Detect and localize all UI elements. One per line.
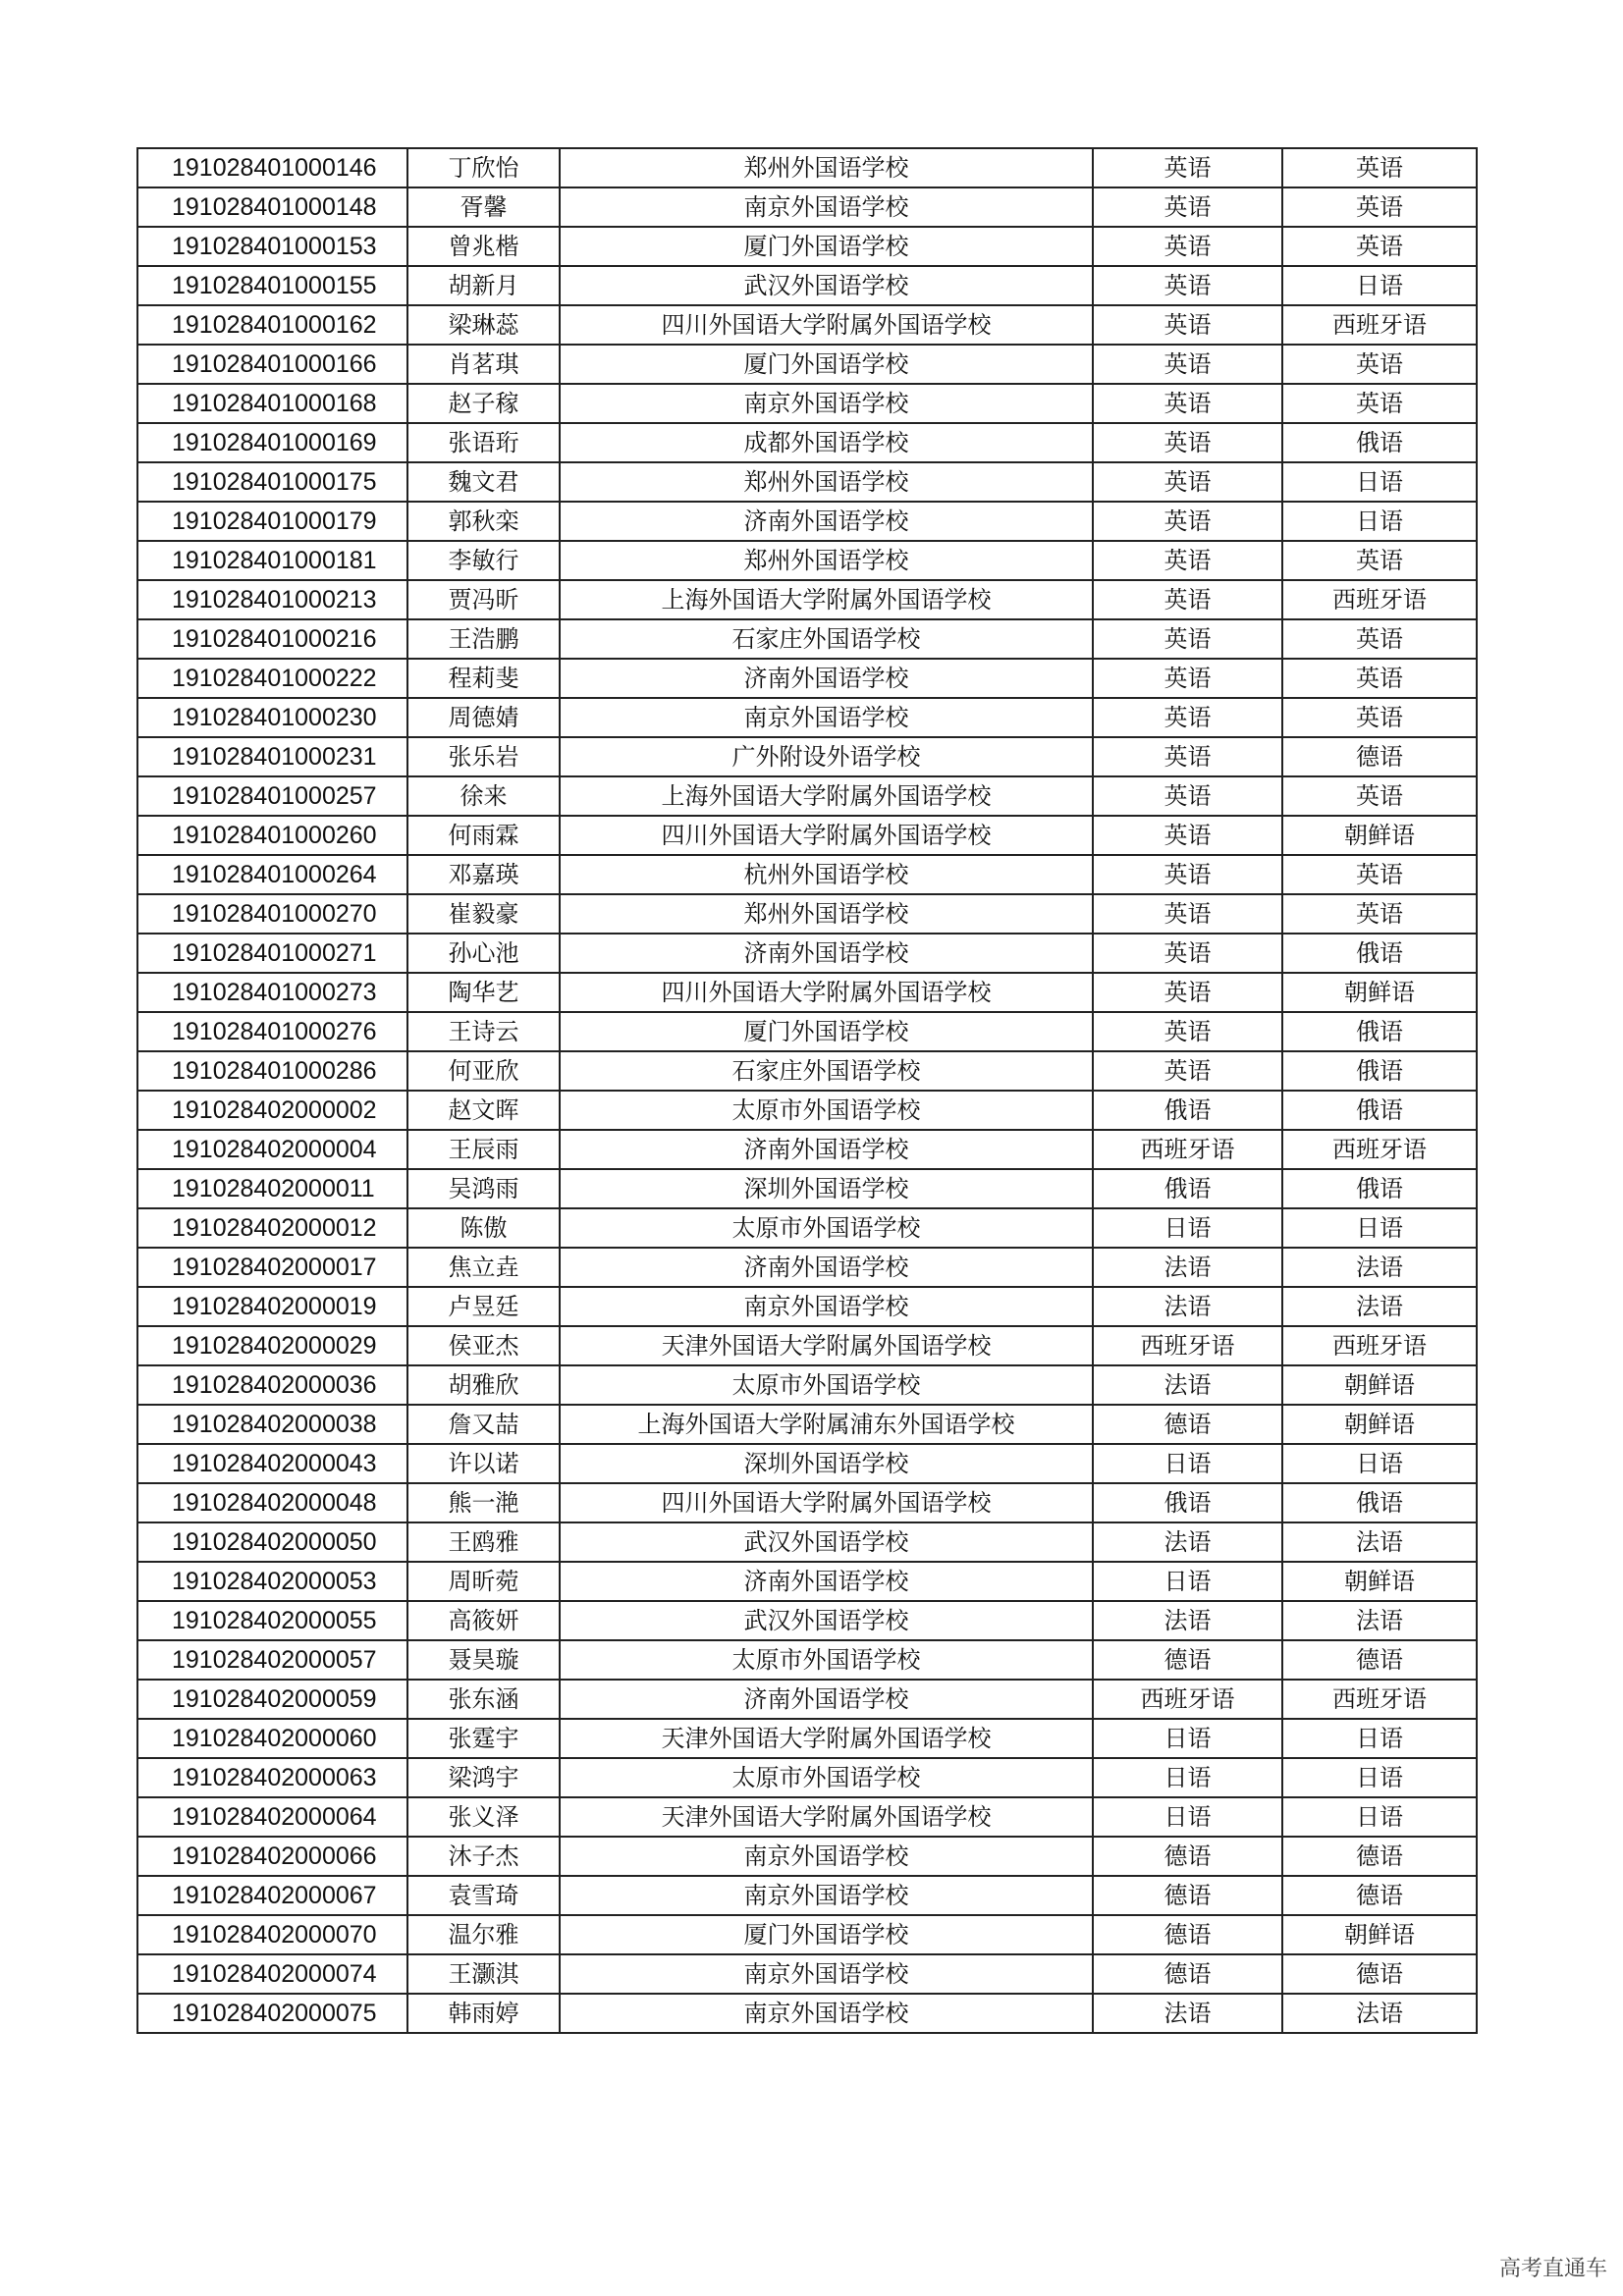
student-name-cell: 陶华艺 [407, 973, 560, 1012]
school-cell: 南京外国语学校 [560, 187, 1093, 227]
exam-language-cell: 英语 [1093, 148, 1282, 187]
candidate-id-cell: 191028401000286 [137, 1051, 407, 1091]
candidate-id-cell: 191028401000231 [137, 737, 407, 776]
student-name-cell: 周昕菀 [407, 1562, 560, 1601]
major-language-cell: 英语 [1282, 776, 1477, 816]
candidate-id-cell: 191028402000043 [137, 1444, 407, 1483]
exam-language-cell: 英语 [1093, 776, 1282, 816]
table-row [137, 384, 1477, 423]
student-name-cell: 郭秋栾 [407, 502, 560, 541]
school-cell: 天津外国语大学附属外国语学校 [560, 1326, 1093, 1365]
school-cell: 厦门外国语学校 [560, 1915, 1093, 1954]
school-cell: 上海外国语大学附属外国语学校 [560, 776, 1093, 816]
candidate-id-cell: 191028402000036 [137, 1365, 407, 1405]
student-name-cell: 赵子稼 [407, 384, 560, 423]
student-name-cell: 曾兆楷 [407, 227, 560, 266]
table-row [137, 1365, 1477, 1405]
major-language-cell: 英语 [1282, 148, 1477, 187]
exam-language-cell: 俄语 [1093, 1169, 1282, 1208]
candidate-id-cell: 191028402000067 [137, 1876, 407, 1915]
student-name-cell: 韩雨婷 [407, 1994, 560, 2033]
school-cell: 四川外国语大学附属外国语学校 [560, 973, 1093, 1012]
school-cell: 济南外国语学校 [560, 1680, 1093, 1719]
major-language-cell: 西班牙语 [1282, 580, 1477, 619]
student-name-cell: 张东涵 [407, 1680, 560, 1719]
school-cell: 深圳外国语学校 [560, 1444, 1093, 1483]
exam-language-cell: 日语 [1093, 1797, 1282, 1837]
major-language-cell: 法语 [1282, 1287, 1477, 1326]
major-language-cell: 德语 [1282, 1640, 1477, 1680]
school-cell: 天津外国语大学附属外国语学校 [560, 1797, 1093, 1837]
candidate-id-cell: 191028402000059 [137, 1680, 407, 1719]
table-row [137, 934, 1477, 973]
exam-language-cell: 俄语 [1093, 1091, 1282, 1130]
table-row [137, 698, 1477, 737]
major-language-cell: 德语 [1282, 1837, 1477, 1876]
exam-language-cell: 法语 [1093, 1287, 1282, 1326]
candidate-id-cell: 191028402000060 [137, 1719, 407, 1758]
exam-language-cell: 法语 [1093, 1365, 1282, 1405]
major-language-cell: 英语 [1282, 855, 1477, 894]
table-row [137, 1405, 1477, 1444]
table-row [137, 541, 1477, 580]
table-row [137, 737, 1477, 776]
student-name-cell: 聂昊璇 [407, 1640, 560, 1680]
major-language-cell: 西班牙语 [1282, 1326, 1477, 1365]
candidate-id-cell: 191028402000070 [137, 1915, 407, 1954]
exam-language-cell: 法语 [1093, 1522, 1282, 1562]
candidate-id-cell: 191028402000074 [137, 1954, 407, 1994]
school-cell: 济南外国语学校 [560, 1562, 1093, 1601]
candidate-id-cell: 191028401000213 [137, 580, 407, 619]
candidate-id-cell: 191028401000270 [137, 894, 407, 934]
major-language-cell: 日语 [1282, 1208, 1477, 1248]
table-row [137, 659, 1477, 698]
exam-language-cell: 俄语 [1093, 1483, 1282, 1522]
student-name-cell: 王鸥雅 [407, 1522, 560, 1562]
major-language-cell: 英语 [1282, 659, 1477, 698]
school-cell: 深圳外国语学校 [560, 1169, 1093, 1208]
student-name-cell: 程莉斐 [407, 659, 560, 698]
candidate-id-cell: 191028401000148 [137, 187, 407, 227]
major-language-cell: 德语 [1282, 1876, 1477, 1915]
table-row [137, 1326, 1477, 1365]
school-cell: 上海外国语大学附属外国语学校 [560, 580, 1093, 619]
major-language-cell: 英语 [1282, 894, 1477, 934]
exam-language-cell: 法语 [1093, 1601, 1282, 1640]
student-name-cell: 赵文晖 [407, 1091, 560, 1130]
watermark-text: 高考直通车 [1498, 2257, 1607, 2281]
exam-language-cell: 英语 [1093, 973, 1282, 1012]
major-language-cell: 日语 [1282, 462, 1477, 502]
table-row [137, 1640, 1477, 1680]
student-name-cell: 熊一滟 [407, 1483, 560, 1522]
candidate-id-cell: 191028401000169 [137, 423, 407, 462]
exam-language-cell: 英语 [1093, 423, 1282, 462]
student-name-cell: 沐子杰 [407, 1837, 560, 1876]
school-cell: 济南外国语学校 [560, 659, 1093, 698]
candidate-id-cell: 191028401000162 [137, 305, 407, 345]
student-name-cell: 焦立垚 [407, 1248, 560, 1287]
student-name-cell: 周德婧 [407, 698, 560, 737]
school-cell: 济南外国语学校 [560, 502, 1093, 541]
major-language-cell: 日语 [1282, 1758, 1477, 1797]
table-row [137, 1287, 1477, 1326]
student-name-cell: 李敏行 [407, 541, 560, 580]
school-cell: 四川外国语大学附属外国语学校 [560, 1483, 1093, 1522]
student-name-cell: 高筱妍 [407, 1601, 560, 1640]
school-cell: 四川外国语大学附属外国语学校 [560, 816, 1093, 855]
school-cell: 广外附设外语学校 [560, 737, 1093, 776]
school-cell: 成都外国语学校 [560, 423, 1093, 462]
candidate-id-cell: 191028401000273 [137, 973, 407, 1012]
exam-language-cell: 英语 [1093, 894, 1282, 934]
major-language-cell: 西班牙语 [1282, 305, 1477, 345]
school-cell: 天津外国语大学附属外国语学校 [560, 1719, 1093, 1758]
major-language-cell: 日语 [1282, 1719, 1477, 1758]
table-row [137, 1562, 1477, 1601]
student-name-cell: 胥馨 [407, 187, 560, 227]
table-row [137, 1719, 1477, 1758]
table-row [137, 345, 1477, 384]
exam-language-cell: 日语 [1093, 1208, 1282, 1248]
candidate-id-cell: 191028401000216 [137, 619, 407, 659]
candidate-id-cell: 191028401000260 [137, 816, 407, 855]
roster-sheet [136, 147, 1476, 2034]
student-name-cell: 张霆宇 [407, 1719, 560, 1758]
student-name-cell: 詹又喆 [407, 1405, 560, 1444]
student-name-cell: 王灏淇 [407, 1954, 560, 1994]
major-language-cell: 英语 [1282, 619, 1477, 659]
exam-language-cell: 法语 [1093, 1248, 1282, 1287]
student-name-cell: 魏文君 [407, 462, 560, 502]
major-language-cell: 英语 [1282, 698, 1477, 737]
exam-language-cell: 日语 [1093, 1758, 1282, 1797]
major-language-cell: 俄语 [1282, 1169, 1477, 1208]
student-name-cell: 陈傲 [407, 1208, 560, 1248]
school-cell: 厦门外国语学校 [560, 227, 1093, 266]
student-name-cell: 侯亚杰 [407, 1326, 560, 1365]
table-row [137, 973, 1477, 1012]
candidate-id-cell: 191028401000175 [137, 462, 407, 502]
major-language-cell: 日语 [1282, 266, 1477, 305]
student-name-cell: 胡雅欣 [407, 1365, 560, 1405]
school-cell: 太原市外国语学校 [560, 1208, 1093, 1248]
school-cell: 郑州外国语学校 [560, 894, 1093, 934]
major-language-cell: 俄语 [1282, 1091, 1477, 1130]
exam-language-cell: 德语 [1093, 1954, 1282, 1994]
school-cell: 石家庄外国语学校 [560, 1051, 1093, 1091]
candidate-id-cell: 191028402000063 [137, 1758, 407, 1797]
major-language-cell: 法语 [1282, 1522, 1477, 1562]
exam-language-cell: 德语 [1093, 1837, 1282, 1876]
table-row [137, 816, 1477, 855]
candidate-id-cell: 191028402000011 [137, 1169, 407, 1208]
table-body [137, 148, 1477, 2033]
exam-language-cell: 英语 [1093, 1012, 1282, 1051]
table-row [137, 227, 1477, 266]
student-name-cell: 张乐岩 [407, 737, 560, 776]
student-name-cell: 贾冯昕 [407, 580, 560, 619]
student-name-cell: 胡新月 [407, 266, 560, 305]
major-language-cell: 法语 [1282, 1601, 1477, 1640]
school-cell: 济南外国语学校 [560, 1248, 1093, 1287]
student-name-cell: 王诗云 [407, 1012, 560, 1051]
candidate-id-cell: 191028402000050 [137, 1522, 407, 1562]
student-name-cell: 袁雪琦 [407, 1876, 560, 1915]
table-row [137, 580, 1477, 619]
school-cell: 杭州外国语学校 [560, 855, 1093, 894]
exam-language-cell: 英语 [1093, 462, 1282, 502]
candidate-id-cell: 191028401000153 [137, 227, 407, 266]
candidate-id-cell: 191028401000222 [137, 659, 407, 698]
table-row [137, 423, 1477, 462]
candidate-id-cell: 191028402000048 [137, 1483, 407, 1522]
major-language-cell: 日语 [1282, 502, 1477, 541]
major-language-cell: 日语 [1282, 1444, 1477, 1483]
student-name-cell: 卢昱廷 [407, 1287, 560, 1326]
candidate-id-cell: 191028402000057 [137, 1640, 407, 1680]
school-cell: 南京外国语学校 [560, 384, 1093, 423]
major-language-cell: 西班牙语 [1282, 1130, 1477, 1169]
school-cell: 南京外国语学校 [560, 1876, 1093, 1915]
exam-language-cell: 英语 [1093, 541, 1282, 580]
table-row [137, 502, 1477, 541]
school-cell: 郑州外国语学校 [560, 148, 1093, 187]
student-name-cell: 丁欣怡 [407, 148, 560, 187]
exam-language-cell: 德语 [1093, 1876, 1282, 1915]
major-language-cell: 英语 [1282, 227, 1477, 266]
admission-table [136, 147, 1478, 2034]
major-language-cell: 德语 [1282, 1954, 1477, 1994]
table-row [137, 1837, 1477, 1876]
exam-language-cell: 法语 [1093, 1994, 1282, 2033]
table-row [137, 305, 1477, 345]
student-name-cell: 孙心池 [407, 934, 560, 973]
school-cell: 太原市外国语学校 [560, 1640, 1093, 1680]
exam-language-cell: 英语 [1093, 855, 1282, 894]
table-row [137, 1797, 1477, 1837]
student-name-cell: 张语珩 [407, 423, 560, 462]
candidate-id-cell: 191028402000038 [137, 1405, 407, 1444]
exam-language-cell: 西班牙语 [1093, 1326, 1282, 1365]
table-row [137, 1444, 1477, 1483]
candidate-id-cell: 191028402000064 [137, 1797, 407, 1837]
table-row [137, 894, 1477, 934]
table-row [137, 855, 1477, 894]
exam-language-cell: 日语 [1093, 1562, 1282, 1601]
school-cell: 武汉外国语学校 [560, 1601, 1093, 1640]
exam-language-cell: 英语 [1093, 187, 1282, 227]
candidate-id-cell: 191028402000055 [137, 1601, 407, 1640]
major-language-cell: 朝鲜语 [1282, 1915, 1477, 1954]
student-name-cell: 温尔雅 [407, 1915, 560, 1954]
table-row [137, 1248, 1477, 1287]
student-name-cell: 何亚欣 [407, 1051, 560, 1091]
table-row [137, 187, 1477, 227]
table-row [137, 1522, 1477, 1562]
major-language-cell: 俄语 [1282, 1483, 1477, 1522]
candidate-id-cell: 191028401000264 [137, 855, 407, 894]
school-cell: 南京外国语学校 [560, 698, 1093, 737]
candidate-id-cell: 191028401000230 [137, 698, 407, 737]
table-row [137, 1994, 1477, 2033]
school-cell: 济南外国语学校 [560, 934, 1093, 973]
major-language-cell: 朝鲜语 [1282, 1562, 1477, 1601]
candidate-id-cell: 191028401000276 [137, 1012, 407, 1051]
major-language-cell: 俄语 [1282, 1051, 1477, 1091]
major-language-cell: 英语 [1282, 541, 1477, 580]
school-cell: 济南外国语学校 [560, 1130, 1093, 1169]
candidate-id-cell: 191028401000166 [137, 345, 407, 384]
major-language-cell: 西班牙语 [1282, 1680, 1477, 1719]
exam-language-cell: 英语 [1093, 384, 1282, 423]
major-language-cell: 俄语 [1282, 423, 1477, 462]
exam-language-cell: 英语 [1093, 659, 1282, 698]
table-row [137, 1012, 1477, 1051]
school-cell: 南京外国语学校 [560, 1287, 1093, 1326]
table-row [137, 1169, 1477, 1208]
candidate-id-cell: 191028401000257 [137, 776, 407, 816]
candidate-id-cell: 191028402000012 [137, 1208, 407, 1248]
table-row [137, 1130, 1477, 1169]
candidate-id-cell: 191028401000181 [137, 541, 407, 580]
school-cell: 南京外国语学校 [560, 1837, 1093, 1876]
table-row [137, 1091, 1477, 1130]
exam-language-cell: 日语 [1093, 1444, 1282, 1483]
table-row [137, 1758, 1477, 1797]
candidate-id-cell: 191028401000271 [137, 934, 407, 973]
major-language-cell: 法语 [1282, 1994, 1477, 2033]
major-language-cell: 日语 [1282, 1797, 1477, 1837]
exam-language-cell: 德语 [1093, 1640, 1282, 1680]
student-name-cell: 邓嘉瑛 [407, 855, 560, 894]
candidate-id-cell: 191028402000066 [137, 1837, 407, 1876]
student-name-cell: 肖茗琪 [407, 345, 560, 384]
student-name-cell: 徐来 [407, 776, 560, 816]
table-row [137, 1051, 1477, 1091]
major-language-cell: 俄语 [1282, 934, 1477, 973]
major-language-cell: 英语 [1282, 187, 1477, 227]
exam-language-cell: 英语 [1093, 305, 1282, 345]
exam-language-cell: 日语 [1093, 1719, 1282, 1758]
school-cell: 太原市外国语学校 [560, 1091, 1093, 1130]
school-cell: 南京外国语学校 [560, 1954, 1093, 1994]
school-cell: 太原市外国语学校 [560, 1365, 1093, 1405]
school-cell: 厦门外国语学校 [560, 1012, 1093, 1051]
exam-language-cell: 英语 [1093, 1051, 1282, 1091]
student-name-cell: 崔毅豪 [407, 894, 560, 934]
student-name-cell: 何雨霖 [407, 816, 560, 855]
table-row [137, 1208, 1477, 1248]
exam-language-cell: 德语 [1093, 1405, 1282, 1444]
school-cell: 四川外国语大学附属外国语学校 [560, 305, 1093, 345]
candidate-id-cell: 191028402000002 [137, 1091, 407, 1130]
exam-language-cell: 英语 [1093, 619, 1282, 659]
candidate-id-cell: 191028402000004 [137, 1130, 407, 1169]
exam-language-cell: 德语 [1093, 1915, 1282, 1954]
major-language-cell: 德语 [1282, 737, 1477, 776]
major-language-cell: 法语 [1282, 1248, 1477, 1287]
candidate-id-cell: 191028402000019 [137, 1287, 407, 1326]
exam-language-cell: 英语 [1093, 934, 1282, 973]
school-cell: 太原市外国语学校 [560, 1758, 1093, 1797]
table-row [137, 1876, 1477, 1915]
major-language-cell: 朝鲜语 [1282, 1365, 1477, 1405]
candidate-id-cell: 191028401000168 [137, 384, 407, 423]
exam-language-cell: 西班牙语 [1093, 1680, 1282, 1719]
school-cell: 郑州外国语学校 [560, 462, 1093, 502]
table-row [137, 462, 1477, 502]
student-name-cell: 王浩鹏 [407, 619, 560, 659]
table-row [137, 1915, 1477, 1954]
exam-language-cell: 英语 [1093, 345, 1282, 384]
table-row [137, 1601, 1477, 1640]
exam-language-cell: 英语 [1093, 580, 1282, 619]
exam-language-cell: 英语 [1093, 227, 1282, 266]
student-name-cell: 王辰雨 [407, 1130, 560, 1169]
student-name-cell: 梁琳蕊 [407, 305, 560, 345]
school-cell: 石家庄外国语学校 [560, 619, 1093, 659]
candidate-id-cell: 191028401000179 [137, 502, 407, 541]
candidate-id-cell: 191028402000075 [137, 1994, 407, 2033]
major-language-cell: 俄语 [1282, 1012, 1477, 1051]
candidate-id-cell: 191028401000155 [137, 266, 407, 305]
student-name-cell: 吴鸿雨 [407, 1169, 560, 1208]
student-name-cell: 梁鸿宇 [407, 1758, 560, 1797]
candidate-id-cell: 191028402000053 [137, 1562, 407, 1601]
candidate-id-cell: 191028401000146 [137, 148, 407, 187]
school-cell: 武汉外国语学校 [560, 266, 1093, 305]
major-language-cell: 朝鲜语 [1282, 1405, 1477, 1444]
major-language-cell: 朝鲜语 [1282, 816, 1477, 855]
exam-language-cell: 西班牙语 [1093, 1130, 1282, 1169]
table-row [137, 1954, 1477, 1994]
table-row [137, 776, 1477, 816]
table-row [137, 266, 1477, 305]
table-row [137, 1483, 1477, 1522]
exam-language-cell: 英语 [1093, 502, 1282, 541]
table-row [137, 1680, 1477, 1719]
exam-language-cell: 英语 [1093, 816, 1282, 855]
candidate-id-cell: 191028402000017 [137, 1248, 407, 1287]
school-cell: 郑州外国语学校 [560, 541, 1093, 580]
major-language-cell: 英语 [1282, 345, 1477, 384]
major-language-cell: 英语 [1282, 384, 1477, 423]
exam-language-cell: 英语 [1093, 266, 1282, 305]
school-cell: 上海外国语大学附属浦东外国语学校 [560, 1405, 1093, 1444]
major-language-cell: 朝鲜语 [1282, 973, 1477, 1012]
exam-language-cell: 英语 [1093, 698, 1282, 737]
school-cell: 武汉外国语学校 [560, 1522, 1093, 1562]
table-row [137, 148, 1477, 187]
exam-language-cell: 英语 [1093, 737, 1282, 776]
table-row [137, 619, 1477, 659]
student-name-cell: 许以诺 [407, 1444, 560, 1483]
school-cell: 南京外国语学校 [560, 1994, 1093, 2033]
student-name-cell: 张义泽 [407, 1797, 560, 1837]
candidate-id-cell: 191028402000029 [137, 1326, 407, 1365]
school-cell: 厦门外国语学校 [560, 345, 1093, 384]
